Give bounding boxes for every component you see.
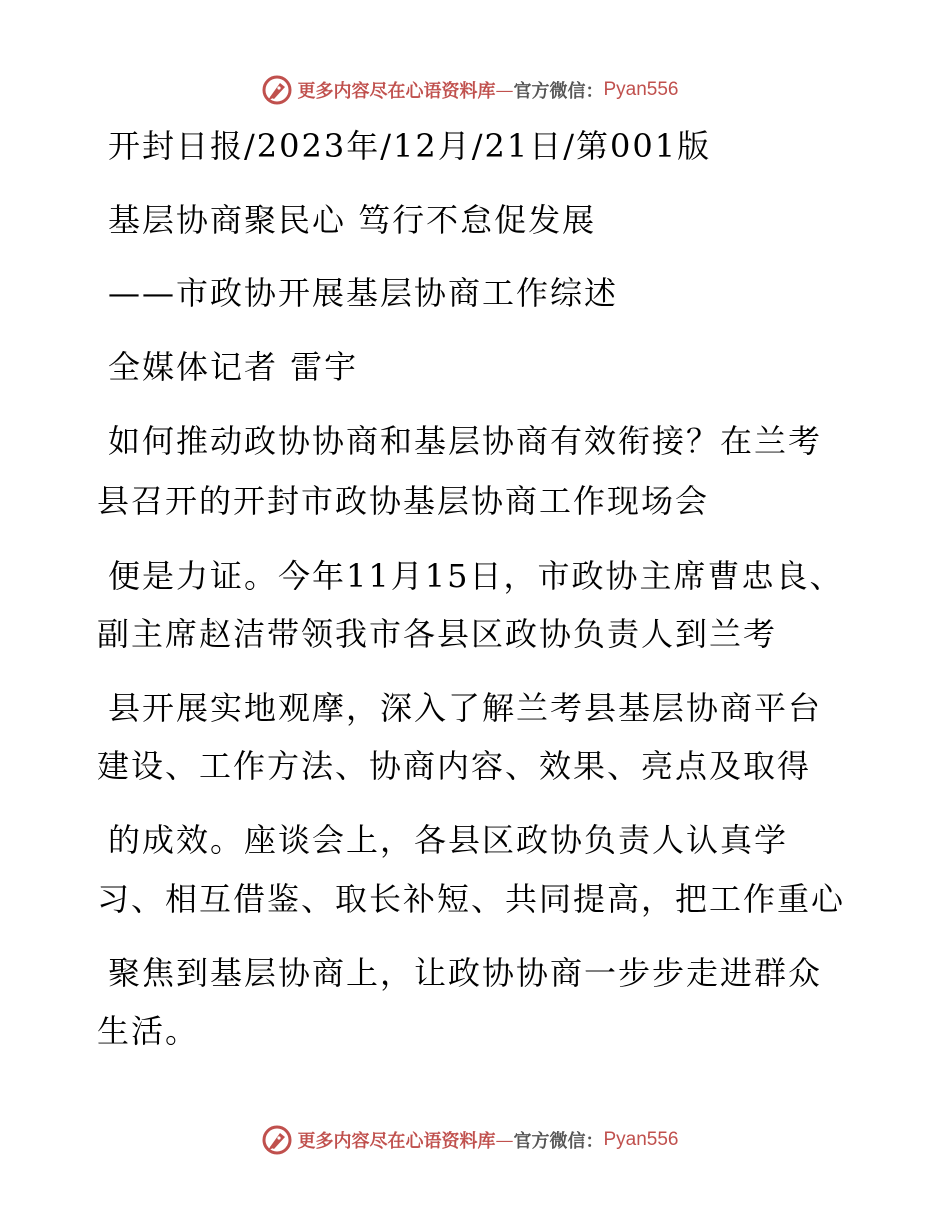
article-body-line: 的成效。座谈会上，各县区政协负责人认真学 [108, 821, 789, 859]
watermark-wechat-id: Pyan556 [603, 79, 679, 100]
footer-watermark [0, 1120, 950, 1160]
watermark-official-label: 官方微信： [513, 81, 604, 102]
watermark-brand: 更多内容尽在心语资料库 [297, 81, 496, 102]
article-body-line: 便是力证。今年11月15日，市政协主席曹忠良、 [108, 557, 844, 595]
watermark-dash: — [495, 79, 514, 101]
article-body-line: 副主席赵洁带领我市各县区政协负责人到兰考 [97, 615, 778, 653]
article-body-line: 如何推动政协协商和基层协商有效衔接？在兰考 [108, 422, 823, 460]
article-subtitle: ——市政协开展基层协商工作综述 [108, 274, 619, 312]
article-body-line: 建设、工作方法、协商内容、效果、亮点及取得 [97, 747, 812, 785]
article-title: 基层协商聚民心 笃行不怠促发展 [108, 201, 597, 239]
header-watermark [0, 70, 950, 110]
pen-nib-circle-icon [261, 1124, 293, 1156]
article-body-line: 生活。 [97, 1012, 200, 1050]
watermark-wechat-id: Pyan556 [603, 1129, 679, 1150]
article-body-line: 县召开的开封市政协基层协商工作现场会 [97, 482, 710, 520]
article-byline: 全媒体记者 雷宇 [108, 348, 359, 386]
pen-nib-circle-icon [261, 74, 293, 106]
article-body-line: 聚焦到基层协商上，让政协协商一步步走进群众 [108, 954, 823, 992]
article-body-line: 县开展实地观摩，深入了解兰考县基层协商平台 [108, 689, 823, 727]
article-dateline: 开封日报/2023年/12月/21日/第001版 [108, 127, 712, 165]
watermark-official-label: 官方微信： [513, 1131, 604, 1152]
watermark-dash: — [495, 1129, 514, 1151]
watermark-brand: 更多内容尽在心语资料库 [297, 1131, 496, 1152]
article-body-line: 习、相互借鉴、取长补短、共同提高，把工作重心 [97, 880, 846, 918]
